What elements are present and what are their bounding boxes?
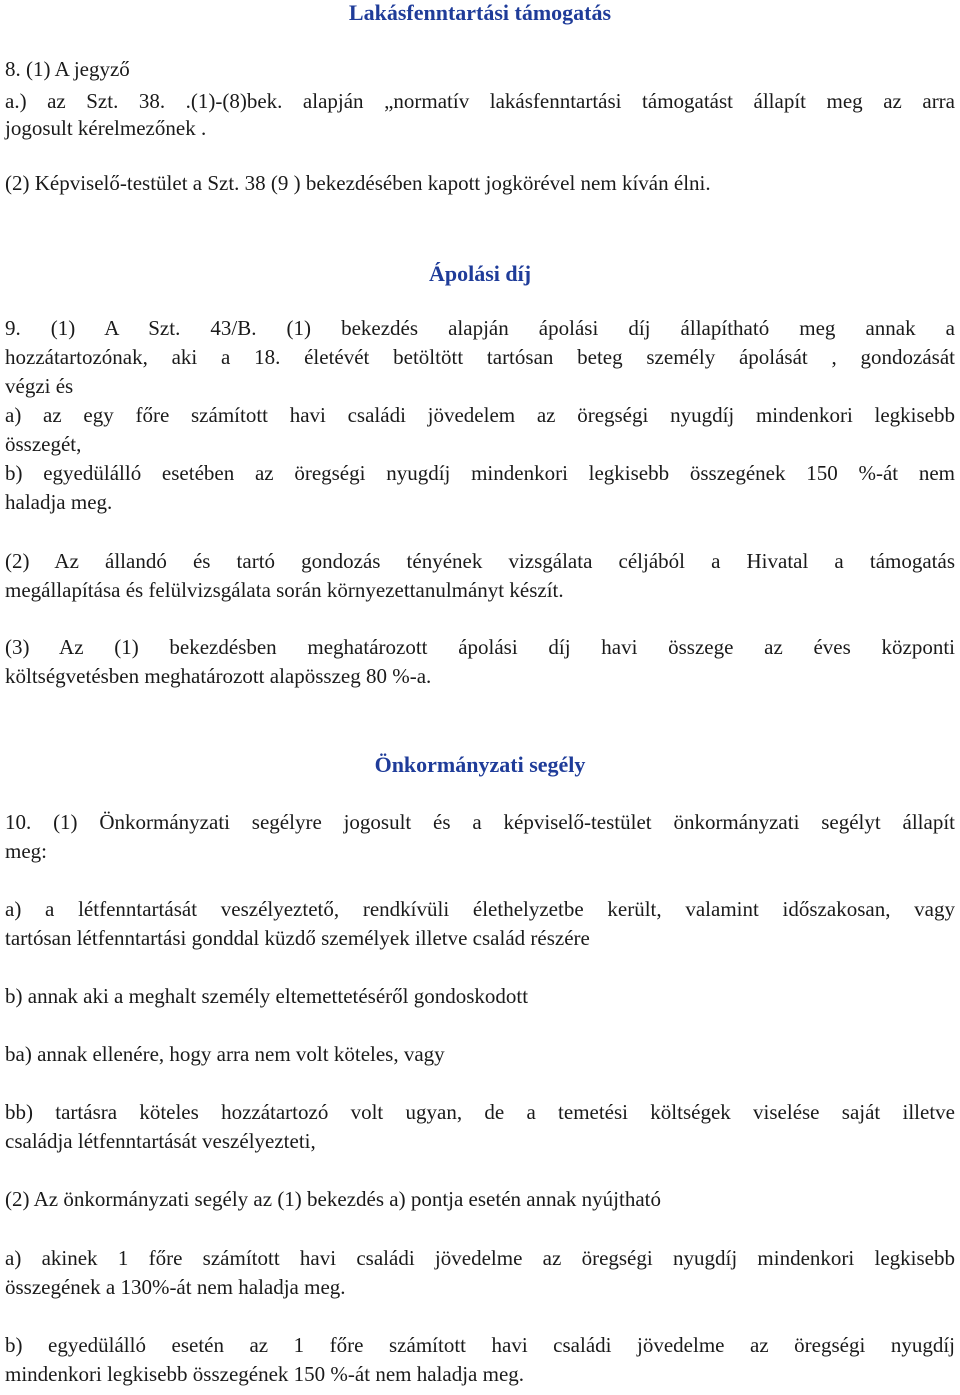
section-10-ba: ba) annak ellenére, hogy arra nem volt köteles, vagy [5, 1042, 445, 1066]
section-10-line2: meg: [5, 839, 47, 863]
section-10-para2: (2) Az önkormányzati segély az (1) bekezdés a) pontja esetén annak nyújtható [5, 1187, 661, 1211]
section-10-para2-b-line1: b) egyedülálló esetén az 1 főre számított havi családi jövedelme az öregségi nyugdíj [5, 1333, 955, 1357]
section-8-para2: (2) Képviselő-testület a Szt. 38 (9 ) bekezdésében kapott jogkörével nem kíván élni. [5, 171, 711, 195]
section-8-a-line2: jogosult kérelmezőnek . [5, 116, 207, 140]
section-10-bb-line1: bb) tartásra köteles hozzátartozó volt ugyan, de a temetési költségek viselése saját illetve [5, 1100, 955, 1124]
section-9-a-line2: összegét, [5, 432, 82, 456]
section-9-para2-line2: megállapítása és felülvizsgálata során környezettanulmányt készít. [5, 578, 564, 602]
section-10-para2-a-line1: a) akinek 1 főre számított havi családi jövedelme az öregségi nyugdíj mindenkori legkisebb [5, 1246, 955, 1270]
section-10-line1: 10. (1) Önkormányzati segélyre jogosult és a képviselő-testület önkormányzati segélyt állapít [5, 810, 955, 834]
section-10-para2-a-line2: összegének a 130%-át nem haladja meg. [5, 1275, 346, 1299]
section-9-a-line1: a) az egy főre számított havi családi jövedelem az öregségi nyugdíj mindenkori legkisebb [5, 403, 955, 427]
section-9-para3-line2: költségvetésben meghatározott alapösszeg 80 %-a. [5, 664, 432, 688]
section-10-a-line2: tartósan létfenntartási gonddal küzdő személyek illetve család részére [5, 926, 590, 950]
section-10-para2-b-line2: mindenkori legkisebb összegének 150 %-át nem haladja meg. [5, 1362, 525, 1386]
section-9-para3-line1: (3) Az (1) bekezdésben meghatározott ápolási díj havi összege az éves központi [5, 635, 955, 659]
section-9-line2: hozzátartozónak, aki a 18. életévét betöltött tartósan beteg személy ápolását , gondozását [5, 345, 955, 369]
section-10-a-line1: a) a létfenntartását veszélyeztető, rendkívüli élethelyzetbe került, valamint időszakosan, vagy [5, 897, 955, 921]
section-9-b-line1: b) egyedülálló esetében az öregségi nyugdíj mindenkori legkisebb összegének 150 %-át nem [5, 461, 955, 485]
heading-onkormanyzati-segely: Önkormányzati segély [374, 752, 586, 777]
section-9-line1: 9. (1) A Szt. 43/B. (1) bekezdés alapján ápolási díj állapítható meg annak a [5, 316, 955, 340]
section-8-title: 8. (1) A jegyző [5, 57, 130, 81]
section-10-bb-line2: családja létfenntartását veszélyezteti, [5, 1129, 316, 1153]
section-9-line3: végzi és [5, 374, 74, 398]
section-9-para2-line1: (2) Az állandó és tartó gondozás tényének vizsgálata céljából a Hivatal a támogatás [5, 549, 955, 573]
heading-apolasi-dij: Ápolási díj [428, 261, 532, 286]
section-10-b: b) annak aki a meghalt személy eltemettetéséről gondoskodott [5, 984, 529, 1008]
section-9-b-line2: haladja meg. [5, 490, 113, 514]
heading-lakasfenntartasi: Lakásfenntartási támogatás [348, 0, 612, 25]
section-8-a-line1: a.) az Szt. 38. .(1)-(8)bek. alapján „normatív lakásfenntartási támogatást állapít meg az arra [5, 89, 955, 113]
